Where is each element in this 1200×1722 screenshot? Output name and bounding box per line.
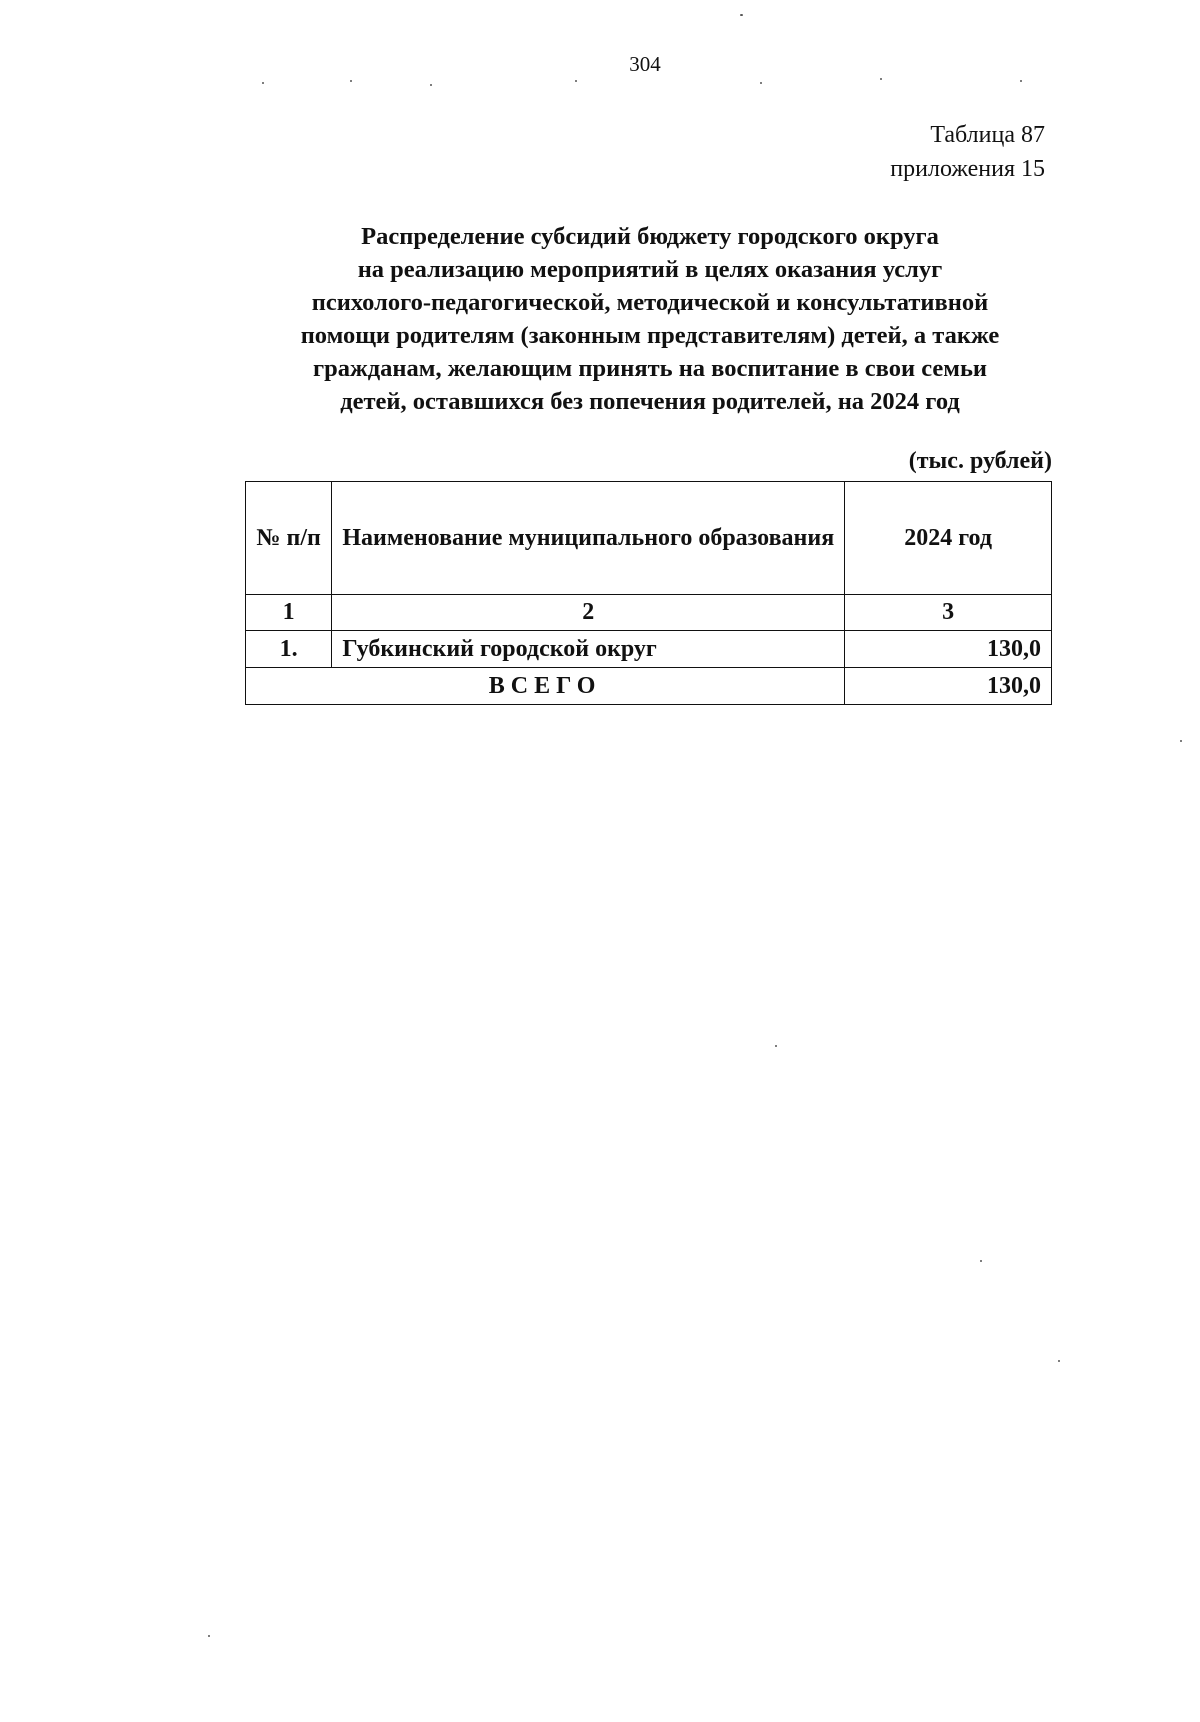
subsidy-table [245,481,1052,705]
title-line: гражданам, желающим принять на воспитание в свои семьи [312,355,988,382]
column-index-cell: 1 [246,595,332,631]
row-number: 1. [246,631,332,668]
table-reference [890,118,1045,186]
scan-speck [350,80,352,82]
row-value: 130,0 [845,631,1052,668]
table-reference-line-1: Таблица 87 [930,122,1045,148]
table-row [246,631,1052,668]
column-index-row [246,595,1052,631]
scan-speck [1020,80,1022,82]
title-line: психолого-педагогической, методической и консультативной [311,289,989,316]
scan-speck [980,1260,982,1262]
scan-speck [775,1045,777,1047]
title-line: детей, оставшихся без попечения родителей, на 2024 год [340,388,960,415]
total-value: 130,0 [845,668,1052,705]
row-municipality: Губкинский городской округ [332,631,845,668]
header-number: № п/п [246,482,332,595]
scan-speck [208,1635,210,1637]
total-label: ВСЕГО [246,668,845,705]
column-index-cell: 2 [332,595,845,631]
column-index-cell: 3 [845,595,1052,631]
header-municipality: Наименование муниципального образования [332,482,845,595]
scan-speck [740,14,743,16]
scan-speck [575,80,577,82]
units-label: (тыс. рублей) [908,448,1052,474]
title-line: Распределение субсидий бюджету городского округа [361,223,939,250]
total-row [246,668,1052,705]
scan-speck [760,82,762,84]
scan-speck [430,84,432,86]
scan-speck [880,78,882,80]
page-number: 304 [629,52,661,76]
table-reference-line-2: приложения 15 [890,156,1045,182]
scan-speck [1058,1360,1060,1362]
document-title [230,220,1070,418]
scan-speck [262,82,264,84]
title-line: помощи родителям (законным представителям) детей, а также [300,322,1000,349]
scan-speck [1180,740,1182,742]
title-line: на реализацию мероприятий в целях оказания услуг [357,256,943,283]
header-year: 2024 год [845,482,1052,595]
table-header-row [246,482,1052,595]
